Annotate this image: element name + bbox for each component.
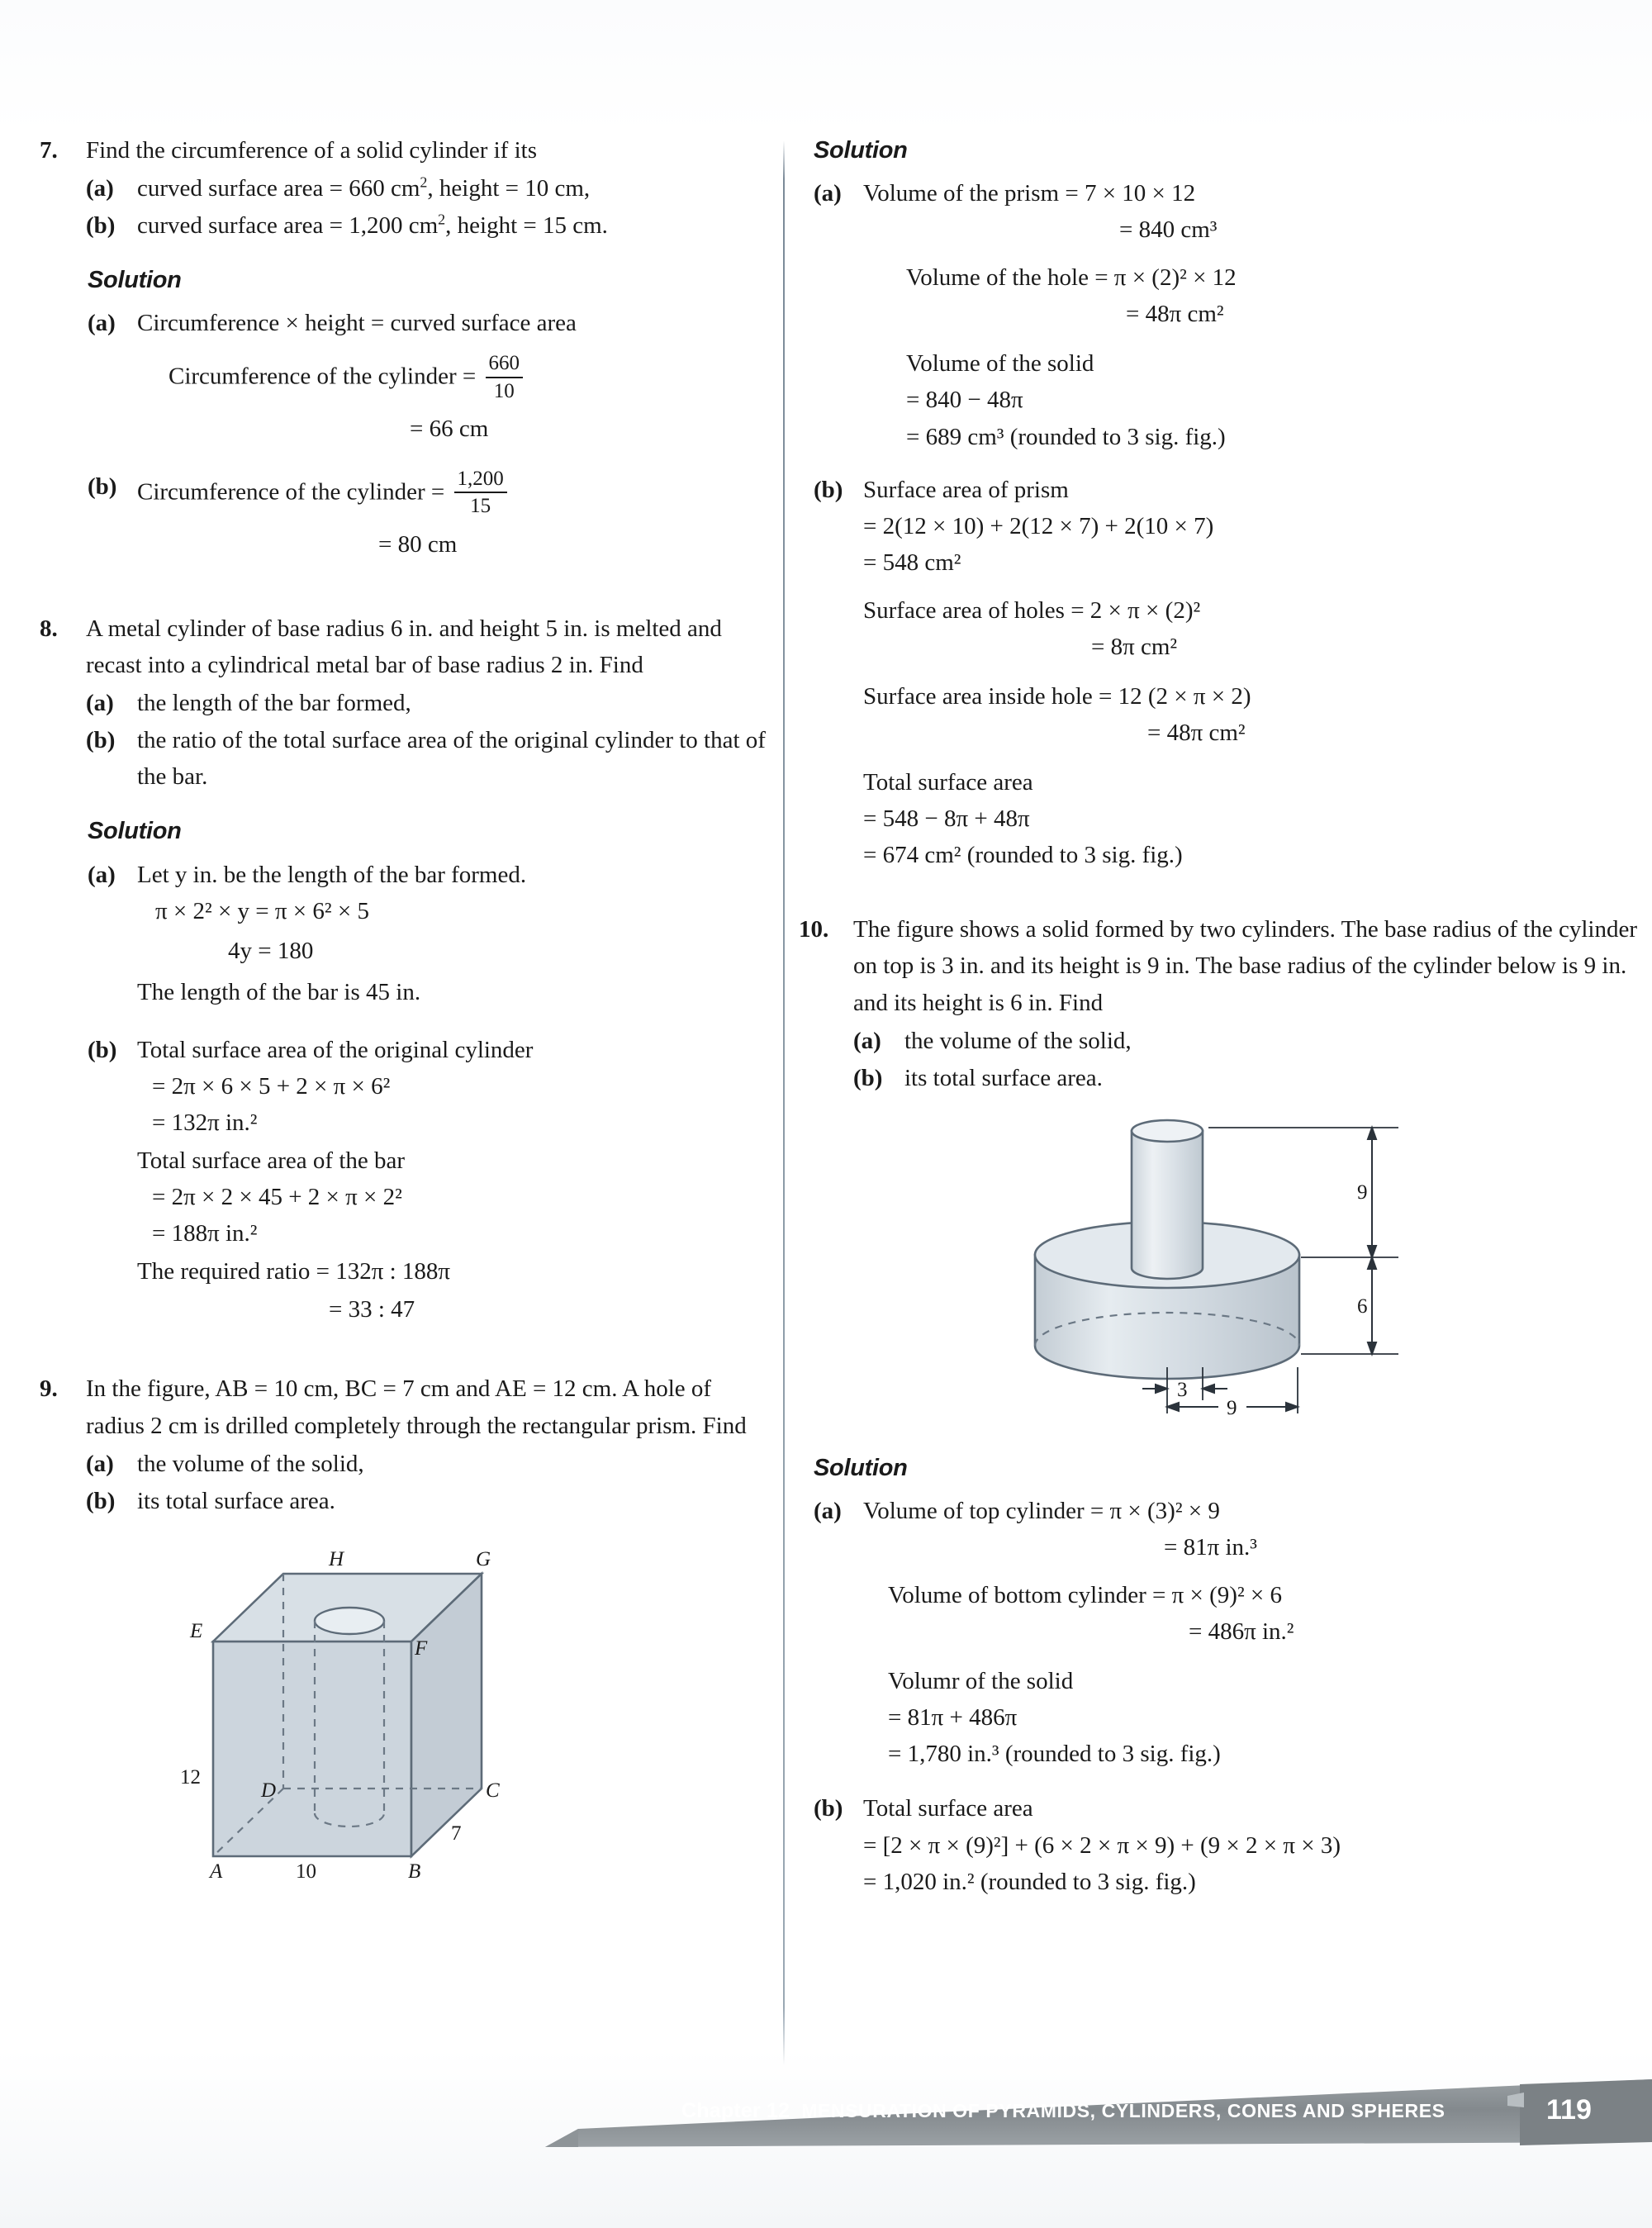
solution-line: = 2(12 × 10) + 2(12 × 7) + 2(10 × 7): [863, 512, 1214, 539]
solution-line: Total surface area of the original cylinder: [137, 1036, 534, 1063]
part-label: (a): [86, 175, 114, 202]
solution-line: Volume of the hole = π × (2)² × 12: [906, 264, 1237, 292]
q10-solution-b: [814, 1790, 1640, 1899]
question-7-solution-a: [88, 305, 767, 447]
part-text: the ratio of the total surface area of the original cylinder to that of the bar.: [137, 727, 766, 791]
solution-line: Volume of bottom cylinder = π × (9)² × 6: [888, 1582, 1282, 1609]
question-8-part-a: [86, 685, 767, 721]
solution-line: = 8π cm²: [1091, 633, 1178, 660]
dim-bottom-height: 6: [1357, 1295, 1368, 1318]
solution-part-label: (b): [814, 476, 843, 503]
question-7-part-b: [86, 207, 767, 244]
question-8-solution-a: [88, 857, 767, 1010]
solution-line: Surface area of prism: [863, 476, 1069, 503]
dim-bottom-radius: 9: [1227, 1396, 1237, 1419]
question-7-solution-b: [88, 468, 767, 563]
solution-line: Let y in. be the length of the bar formed.: [137, 861, 527, 888]
solution-part-label: (a): [814, 180, 842, 207]
part-label: (a): [86, 1450, 114, 1477]
column-divider: [783, 140, 785, 2065]
question-8: [40, 610, 767, 1328]
fraction-660-over-10: $\frac{660}{10}$: [486, 353, 524, 402]
solution-part-label: (a): [814, 1497, 842, 1524]
part-text: the length of the bar formed,: [137, 690, 411, 717]
svg-text:E: E: [190, 1619, 203, 1642]
solution-line: Circumference × height = curved surface area: [137, 310, 577, 337]
solution-part-label: (b): [814, 1795, 843, 1822]
solution-line: The length of the bar is 45 in.: [137, 978, 421, 1005]
solution-part-label: (a): [88, 310, 116, 337]
question-9-part-b: [86, 1483, 767, 1519]
question-8-solution-heading: Solution: [88, 818, 182, 845]
solution-line: = 2π × 2 × 45 + 2 × π × 2²: [152, 1184, 402, 1211]
solution-line: Total surface area: [863, 769, 1033, 796]
question-10: [799, 911, 1640, 1899]
solution-line: = 81π + 486π: [888, 1704, 1018, 1732]
solution-line: = 48π cm²: [1147, 720, 1246, 747]
page-footer: [0, 2056, 1652, 2155]
svg-text:D: D: [261, 1779, 277, 1802]
solution-line: = 548 cm²: [863, 549, 961, 576]
left-column: [40, 132, 767, 1893]
solution-line: = 486π in.²: [1189, 1618, 1294, 1646]
figure-rectangular-prism-with-hole: [164, 1534, 767, 1881]
solution-line: = 132π in.²: [152, 1109, 258, 1136]
solution-line: = 188π in.²: [152, 1220, 258, 1247]
svg-text:B: B: [408, 1860, 421, 1881]
solution-line: Volume of top cylinder = π × (3)² × 9: [863, 1497, 1220, 1524]
fraction-1200-over-15: $\frac{1,200}{15}$: [454, 468, 507, 518]
svg-text:12: 12: [180, 1765, 201, 1789]
q9-solution-heading: Solution: [814, 137, 908, 164]
question-9-number: 9.: [40, 1375, 58, 1403]
svg-text:7: 7: [451, 1822, 462, 1845]
solution-line: = 66 cm: [410, 416, 489, 443]
solution-line: = 2π × 6 × 5 + 2 × π × 6²: [152, 1072, 391, 1100]
question-7-stem: Find the circumference of a solid cylinder if its: [86, 137, 537, 164]
solution-line: = 1,020 in.² (rounded to 3 sig. fig.): [863, 1868, 1196, 1895]
part-label: (b): [86, 1487, 116, 1514]
svg-text:F: F: [415, 1637, 428, 1660]
part-text: the volume of the solid,: [137, 1450, 364, 1477]
footer-chapter-number: Chapter 12: [681, 2099, 790, 2122]
q10-solution-a: [814, 1493, 1640, 1773]
svg-text:A: A: [210, 1860, 223, 1881]
question-8-number: 8.: [40, 615, 58, 643]
svg-text:10: 10: [296, 1860, 316, 1881]
solution-line: The required ratio = 132π : 188π: [137, 1258, 451, 1285]
dim-top-radius: 3: [1177, 1378, 1188, 1401]
solution-part-label: (a): [88, 861, 116, 888]
solution-line: Total surface area: [863, 1795, 1033, 1822]
question-10-part-b: [853, 1060, 1640, 1096]
solution-line: = 48π cm²: [1126, 301, 1224, 328]
question-7-number: 7.: [40, 137, 58, 164]
footer-label: [681, 2099, 1446, 2123]
part-label: (a): [853, 1027, 881, 1054]
question-10-number: 10.: [799, 916, 829, 943]
part-label: (b): [86, 727, 116, 754]
solution-line: = 1,780 in.³ (rounded to 3 sig. fig.): [888, 1741, 1221, 1768]
solution-line: = 81π in.³: [1164, 1533, 1257, 1561]
solution-line: = [2 × π × (9)²] + (6 × 2 × π × 9) + (9 × 2 × π × 3): [863, 1831, 1341, 1859]
figure-two-stacked-cylinders: [1010, 1106, 1640, 1437]
question-9-part-a: [86, 1446, 767, 1482]
svg-text:C: C: [486, 1779, 500, 1802]
solution-line: Volume of the prism = 7 × 10 × 12: [863, 180, 1196, 207]
question-7-solution-heading: Solution: [88, 267, 182, 294]
question-8-solution-b: [88, 1032, 767, 1328]
part-text: the volume of the solid,: [904, 1027, 1132, 1054]
solution-line: Surface area of holes = 2 × π × (2)²: [863, 596, 1201, 624]
question-9-solution: [814, 132, 1640, 873]
part-text: its total surface area.: [137, 1487, 335, 1514]
dim-top-height: 9: [1357, 1181, 1368, 1204]
page-number: 119: [1546, 2094, 1592, 2126]
solution-line: Circumference of the cylinder = $\frac{660}{10}$: [169, 353, 767, 402]
q9-solution-b: [814, 472, 1640, 874]
solution-line: π × 2² × y = π × 6² × 5: [155, 897, 369, 924]
part-text: curved surface area = 1,200 $cm^2$, height = 15 cm.: [137, 211, 608, 240]
solution-line: Volumr of the solid: [888, 1668, 1074, 1695]
svg-text:G: G: [476, 1547, 491, 1570]
solution-part-label: (b): [88, 1036, 117, 1063]
footer-chapter-title: MENSURATION OF PYRAMIDS, CYLINDERS, CONES AND SPHERES: [801, 2100, 1446, 2121]
part-label: (b): [853, 1064, 883, 1091]
solution-line: = 33 : 47: [329, 1296, 415, 1323]
question-7-part-a: [86, 170, 767, 207]
question-10-stem: The figure shows a solid formed by two cylinders. The base radius of the cylinder on top is 3 in. and its height is 9 in. The base radius of the cylinder below is 9 in. and its height is 6 in. Find: [853, 916, 1637, 1016]
solution-line: = 840 cm³: [1119, 216, 1218, 244]
solution-line: Circumference of the cylinder = $\frac{1,200}{15}$: [137, 468, 767, 518]
solution-line: = 840 − 48π: [906, 387, 1023, 414]
question-8-part-b: [86, 722, 767, 795]
q9-solution-a: [814, 175, 1640, 455]
solution-line: = 548 − 8π + 48π: [863, 805, 1030, 833]
solution-part-label: (b): [88, 473, 117, 501]
part-text: its total surface area.: [904, 1064, 1103, 1091]
q10-solution-heading: Solution: [814, 1454, 908, 1481]
right-column: [799, 132, 1640, 1912]
question-7: [40, 132, 767, 563]
part-label: (b): [86, 212, 116, 240]
solution-line: Total surface area of the bar: [137, 1147, 406, 1175]
question-8-stem: A metal cylinder of base radius 6 in. and height 5 in. is melted and recast into a cylindrical metal bar of base radius 2 in. Find: [86, 615, 722, 679]
question-9-stem: In the figure, AB = 10 cm, BC = 7 cm and AE = 12 cm. A hole of radius 2 cm is drilled completely through the rectangular prism. Find: [86, 1375, 747, 1439]
solution-line: Surface area inside hole = 12 (2 × π × 2): [863, 683, 1251, 710]
part-label: (a): [86, 690, 114, 717]
question-10-part-a: [853, 1023, 1640, 1059]
solution-line: 4y = 180: [228, 937, 314, 964]
solution-line: = 80 cm: [378, 530, 458, 558]
solution-line: Volume of the solid: [906, 350, 1094, 378]
solution-line: = 674 cm² (rounded to 3 sig. fig.): [863, 842, 1183, 869]
question-9: [40, 1371, 767, 1880]
solution-line: = 689 cm³ (rounded to 3 sig. fig.): [906, 423, 1226, 450]
svg-text:H: H: [329, 1547, 344, 1570]
part-text: curved surface area = 660 $cm^2$, height = 10 cm,: [137, 173, 591, 202]
